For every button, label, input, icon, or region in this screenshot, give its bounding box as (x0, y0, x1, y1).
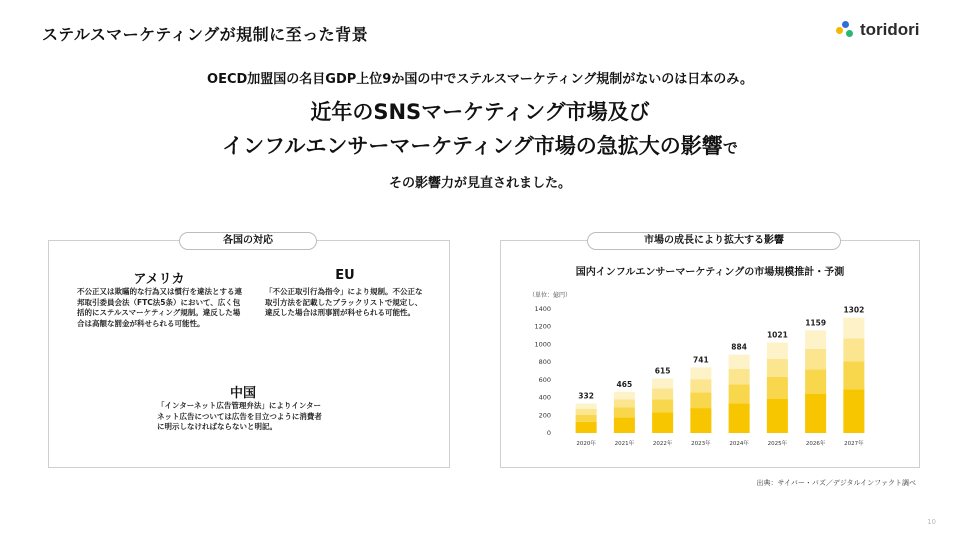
market-panel-label: 市場の成長により拡大する影響 (587, 232, 841, 250)
country-name-eu: EU (335, 268, 355, 283)
bar-segment (690, 379, 711, 392)
bar-segment (652, 412, 673, 433)
bar-segment (690, 408, 711, 433)
bar-segment (614, 392, 635, 399)
bar-segment (614, 399, 635, 407)
x-tick-label: 2022年 (652, 441, 673, 447)
country-name-usa: アメリカ (133, 272, 185, 287)
x-tick-label: 2025年 (767, 441, 788, 447)
bar-segment (805, 369, 826, 394)
x-tick-label: 2020年 (576, 441, 596, 447)
bar-segment (690, 392, 711, 408)
bar-segment (729, 355, 750, 369)
bar-value-label: 884 (731, 342, 747, 352)
lead-text: OECD加盟国の名目GDP上位9か国の中でステルスマーケティング規制がないのは日本のみ。 (207, 72, 753, 87)
countries-panel-label: 各国の対応 (179, 232, 317, 250)
country-name-china: 中国 (229, 386, 256, 401)
bar-segment (576, 422, 597, 433)
y-axis-unit-label: （単位：億円） (529, 292, 572, 299)
headline-line-2-suffix: で (722, 139, 738, 157)
bar-segment (843, 338, 864, 361)
bar-segment (614, 417, 635, 433)
conclusion-text: その影響力が見直されました。 (388, 176, 571, 191)
bar-segment (652, 388, 673, 399)
bar-segment (729, 369, 750, 385)
bar-segment (729, 403, 750, 433)
x-tick-label: 2023年 (691, 441, 711, 447)
country-text-usa: 不公正又は欺瞞的な行為又は慣行を違法とする連邦取引委員会法（FTC法5条）において、広く包括的にステルスマーケティング規制。違反した場合は高額な罰金が科せられる可能性。 (77, 287, 242, 328)
bar-value-label: 615 (654, 366, 671, 376)
y-tick-label: 800 (538, 358, 551, 367)
bar-segment (652, 379, 673, 389)
y-tick-label: 0 (546, 429, 551, 437)
bar-value-label: 1021 (766, 330, 788, 340)
y-tick-label: 400 (538, 393, 551, 402)
country-text-eu: 「不公正取引行為指令」により規制。不公正な取引方法を記載したブラックリストで規定し、違反した場合は刑事罰が科せられる可能性。 (265, 287, 423, 317)
headline-line-1: 近年のSNSマーケティング市場及び (310, 100, 650, 124)
bar-segment (767, 359, 788, 377)
bar-value-label: 741 (693, 355, 709, 365)
market-panel (500, 235, 920, 468)
bar-segment (805, 330, 826, 348)
x-tick-label: 2026年 (805, 441, 826, 447)
bar-segment (767, 377, 788, 399)
logo-mark-icon (836, 21, 854, 39)
logo-text: toridori (860, 20, 920, 39)
y-tick-label: 600 (538, 375, 551, 384)
headline-line-2-main: インフルエンサーマーケティング市場の急拡大の影響 (222, 134, 723, 158)
x-tick-label: 2027年 (844, 441, 864, 447)
bar-segment (843, 318, 864, 339)
bar-segment (614, 407, 635, 417)
brand-logo (836, 20, 920, 40)
market-size-chart (501, 281, 919, 461)
country-text-china: 「インターネット広告管理弁法」によりインターネット広告については広告を目立つように消費者に明示しなければならないと明記。 (157, 401, 322, 431)
bar-segment (805, 349, 826, 370)
bar-value-label: 1159 (805, 318, 827, 328)
chart-title: 国内インフルエンサーマーケティングの市場規模推計・予測 (575, 267, 845, 278)
page-number: 10 (927, 518, 936, 526)
y-tick-label: 1000 (534, 340, 551, 349)
bar-segment (843, 362, 864, 390)
x-tick-label: 2021年 (614, 441, 635, 447)
bar-segment (690, 367, 711, 379)
headline-line-2 (0, 130, 960, 160)
bar-segment (576, 404, 597, 409)
y-tick-label: 200 (538, 411, 551, 420)
bar-segment (576, 409, 597, 415)
bar-value-label: 332 (578, 391, 594, 401)
bar-segment (805, 394, 826, 433)
y-tick-label: 1400 (534, 305, 551, 313)
y-tick-label: 1200 (534, 322, 551, 331)
source-note: 出典：サイバー・バズ／デジタルインファクト調べ (756, 479, 916, 487)
bar-segment (843, 389, 864, 433)
bar-segment (576, 415, 597, 422)
bar-segment (652, 399, 673, 412)
x-tick-label: 2024年 (729, 441, 749, 447)
bar-value-label: 1302 (843, 305, 865, 315)
countries-panel (48, 235, 450, 468)
bar-segment (729, 384, 750, 403)
bar-segment (767, 399, 788, 433)
slide-title: ステルスマーケティングが規制に至った背景 (42, 25, 369, 44)
bar-value-label: 465 (616, 379, 633, 389)
bar-segment (767, 343, 788, 359)
